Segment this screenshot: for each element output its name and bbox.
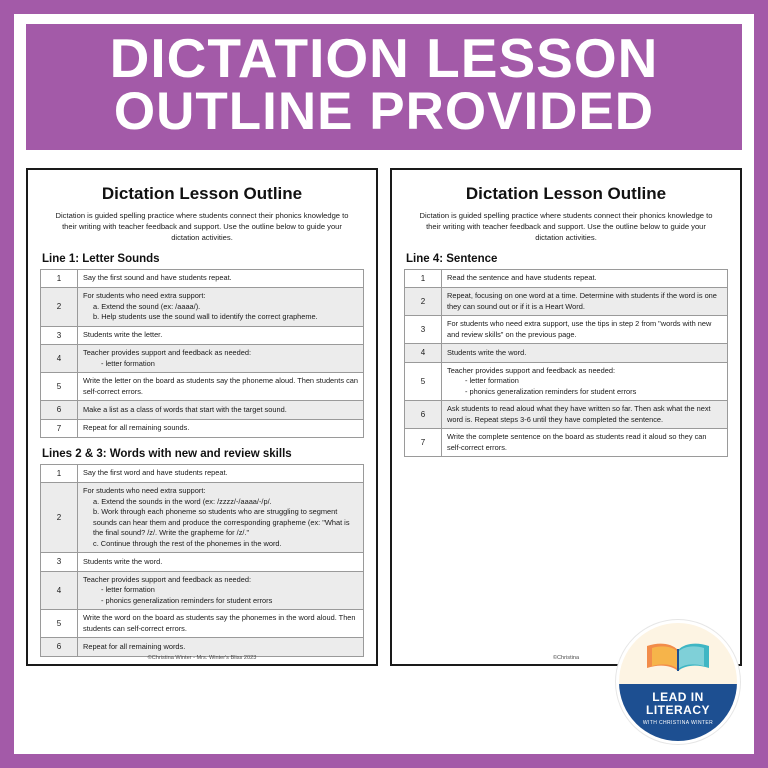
step-number: 5: [41, 610, 78, 638]
step-number: 5: [405, 362, 442, 401]
step-number: 2: [405, 288, 442, 316]
step-text: Students write the letter.: [78, 326, 364, 344]
step-text: [78, 288, 364, 327]
step-number: 7: [41, 419, 78, 437]
step-number: 6: [405, 401, 442, 429]
table-row: [41, 610, 364, 638]
table-row: [41, 638, 364, 656]
step-text: Read the sentence and have students repeat.: [442, 269, 728, 287]
logo-line-2: LITERACY: [646, 702, 710, 717]
table-row: [41, 373, 364, 401]
step-text: Repeat for all remaining words.: [78, 638, 364, 656]
banner-line-1: DICTATION LESSON: [109, 27, 659, 89]
sheets-container: [26, 168, 742, 666]
step-text: [78, 571, 364, 610]
steps-table-line1: [40, 269, 364, 438]
table-row: [41, 269, 364, 287]
step-text: Say the first word and have students repeat.: [78, 464, 364, 482]
copyright-credit: ©Christina Winter - Mrs. Winter's Bliss 2023: [147, 654, 257, 661]
sheet-title: Dictation Lesson Outline: [101, 183, 303, 203]
table-row: [41, 464, 364, 482]
step-main: For students who need extra support:: [83, 291, 206, 301]
step-main: Teacher provides support and feedback as needed:: [83, 348, 252, 358]
step-number: 3: [41, 326, 78, 344]
section-heading-lines23: Lines 2 & 3: Words with new and review skills: [42, 447, 292, 460]
title-banner: [26, 24, 742, 150]
step-text: [442, 362, 728, 401]
table-row: [41, 483, 364, 553]
table-row: [41, 326, 364, 344]
step-number: 4: [41, 345, 78, 373]
section-heading-line1: Line 1: Letter Sounds: [42, 252, 160, 265]
table-row: [405, 269, 728, 287]
step-main: For students who need extra support:: [83, 486, 206, 496]
step-number: 5: [41, 373, 78, 401]
step-text: Make a list as a class of words that start with the target sound.: [78, 401, 364, 419]
step-number: 1: [405, 269, 442, 287]
logo-line-1: LEAD IN: [652, 690, 704, 705]
step-text: Write the complete sentence on the board as students read it aloud so they can self-correct errors.: [442, 429, 728, 457]
table-row: [405, 288, 728, 316]
banner-line-2: OUTLINE PROVIDED: [113, 81, 655, 141]
table-row: [41, 288, 364, 327]
step-number: 2: [41, 288, 78, 327]
sheet-left: [26, 168, 378, 666]
step-sub: c. Continue through the rest of the phonemes in the word.: [93, 538, 282, 548]
step-sub: a. Extend the sound (ex: /aaaa/).: [93, 301, 201, 311]
logo-artwork: [619, 623, 737, 684]
step-text: [78, 345, 364, 373]
sheet-intro: Dictation is guided spelling practice where students connect their phonics knowledge to their writing with teacher feedback and support. Use the outline below to guide your dictation activities.: [419, 210, 713, 242]
step-text: Ask students to read aloud what they have written so far. Then ask what the next word is. Repeat steps 3-6 until they have completed the sentence.: [442, 401, 728, 429]
page-inner: [14, 14, 754, 754]
step-number: 1: [41, 269, 78, 287]
steps-table-lines23: [40, 464, 364, 657]
sheet-intro: Dictation is guided spelling practice where students connect their phonics knowledge to their writing with teacher feedback and support. Use the outline below to guide your dictation activities.: [55, 210, 349, 242]
step-sub: - phonics generalization reminders for student errors: [101, 595, 273, 605]
sheet-right: [390, 168, 742, 666]
logo-text: [619, 684, 737, 741]
step-number: 2: [41, 483, 78, 553]
step-number: 6: [41, 401, 78, 419]
table-row: [41, 553, 364, 571]
step-number: 6: [41, 638, 78, 656]
step-text: Students write the word.: [78, 553, 364, 571]
step-number: 4: [41, 571, 78, 610]
table-row: [41, 345, 364, 373]
open-book-icon: [641, 640, 715, 674]
step-sub: b. Help students use the sound wall to identify the correct grapheme.: [93, 312, 318, 322]
step-text: Students write the word.: [442, 344, 728, 362]
step-sub: - phonics generalization reminders for student errors: [465, 386, 637, 396]
step-sub: b. Work through each phoneme so students who are struggling to segment sounds can hear them and produce the corresponding grapheme (ex: "What is the final sound? /z/. Write the grapheme for /z/.": [93, 507, 350, 538]
step-text: Repeat, focusing on one word at a time. Determine with students if the word is one they can sound out or if it is a Heart Word.: [442, 288, 728, 316]
table-row: [41, 571, 364, 610]
step-number: 1: [41, 464, 78, 482]
steps-table-line4: [404, 269, 728, 457]
step-text: Write the word on the board as students say the phonemes in the word aloud. Then students can self-correct errors.: [78, 610, 364, 638]
step-main: Teacher provides support and feedback as needed:: [83, 574, 252, 584]
table-row: [41, 419, 364, 437]
step-text: Repeat for all remaining sounds.: [78, 419, 364, 437]
section-heading-line4: Line 4: Sentence: [406, 252, 498, 265]
step-sub: a. Extend the sounds in the word (ex: /zzzz/-/aaaa/-/p/.: [93, 496, 272, 506]
table-row: [405, 429, 728, 457]
step-number: 3: [405, 316, 442, 344]
table-row: [405, 362, 728, 401]
step-text: Write the letter on the board as students say the phoneme aloud. Then students can self-correct errors.: [78, 373, 364, 401]
step-text: [78, 483, 364, 553]
step-sub: - letter formation: [101, 585, 155, 595]
logo-line-3: WITH CHRISTINA WINTER: [642, 720, 714, 727]
step-number: 4: [405, 344, 442, 362]
table-row: [405, 316, 728, 344]
table-row: [405, 344, 728, 362]
table-row: [41, 401, 364, 419]
table-row: [405, 401, 728, 429]
copyright-credit: ©Christina: [552, 654, 580, 661]
step-main: Teacher provides support and feedback as needed:: [447, 365, 616, 375]
step-number: 7: [405, 429, 442, 457]
step-sub: - letter formation: [465, 376, 519, 386]
step-number: 3: [41, 553, 78, 571]
brand-logo: [616, 620, 740, 744]
step-sub: - letter formation: [101, 358, 155, 368]
step-text: Say the first sound and have students repeat.: [78, 269, 364, 287]
sheet-title: Dictation Lesson Outline: [465, 183, 667, 203]
step-text: For students who need extra support, use the tips in step 2 from "words with new and review skills" on the previous page.: [442, 316, 728, 344]
